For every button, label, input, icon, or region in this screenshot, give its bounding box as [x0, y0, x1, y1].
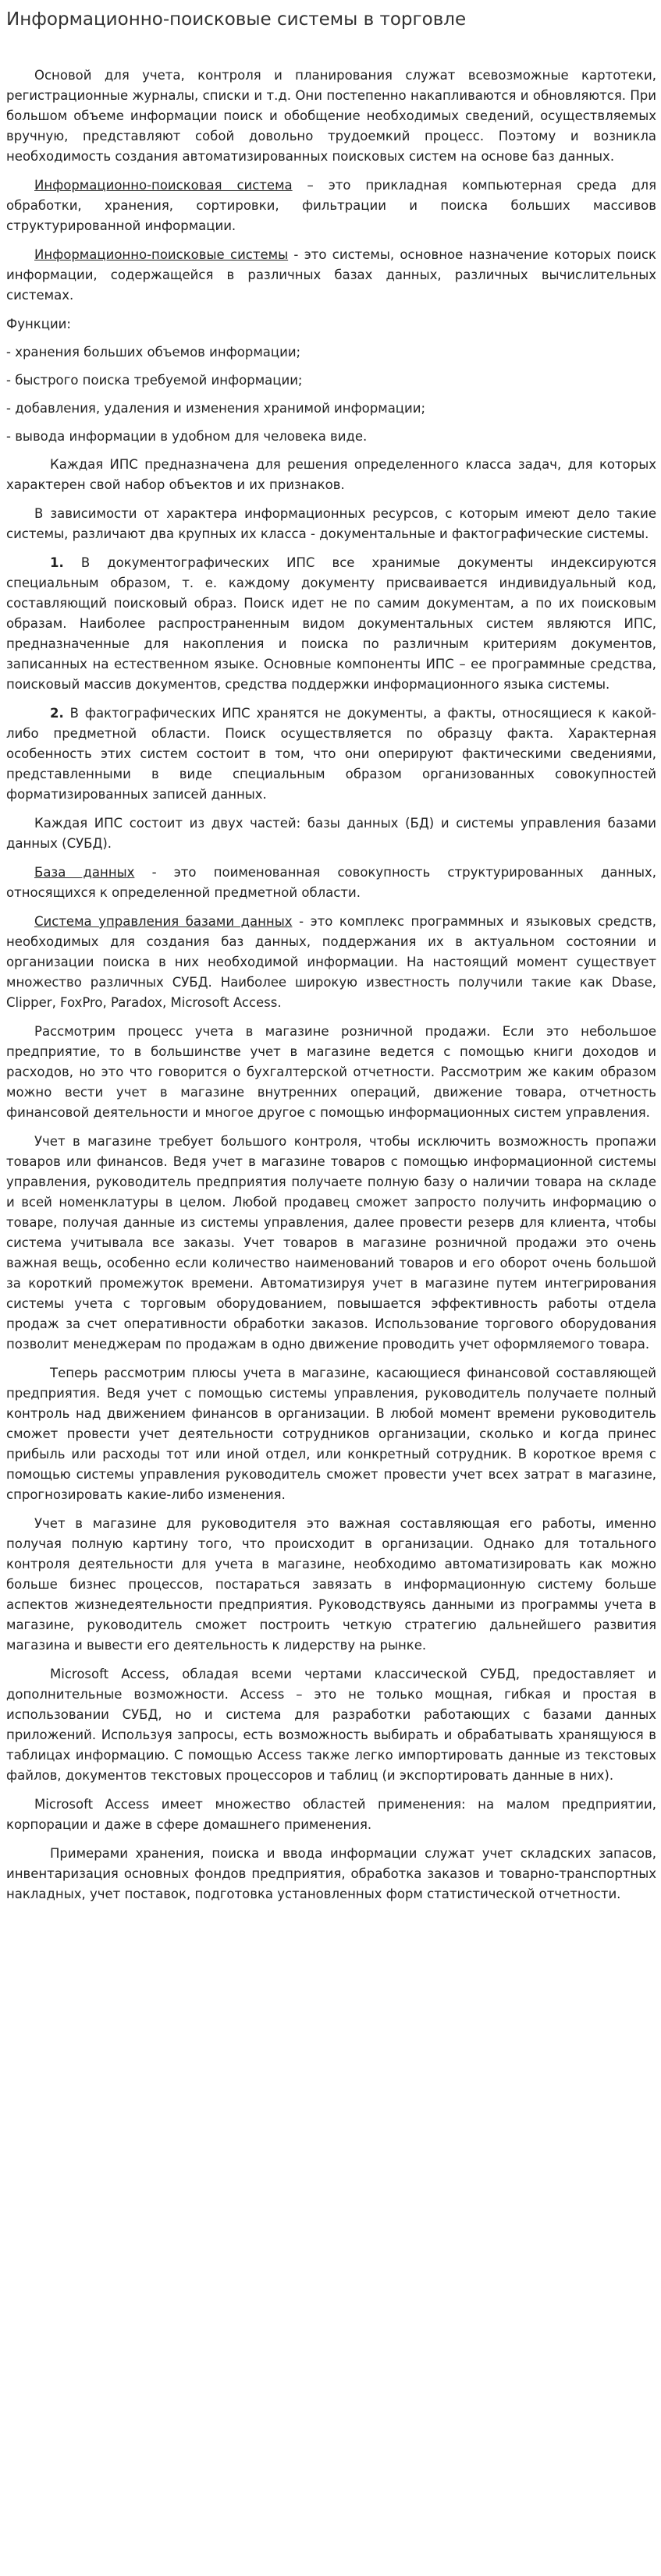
- definition-text: - это поименованная совокупность структурированных данных, относящихся к определенной предметной области.: [6, 865, 656, 900]
- definition-text: - это комплекс программных и языковых средств, необходимых для создания баз данных, поддержания их в актуальном состоянии и организации поиска в них необходимой информации. На настоящий момент существует множество различных СУБД. Наиболее широкую известность получили такие как Dbase, Clipper, FoxPro, Paradox, Microsoft Access.: [6, 914, 656, 1010]
- paragraph-ms-access: Microsoft Access, обладая всеми чертами классической СУБД, предоставляет и дополнительные возможности. Access – это не только мощная, гибкая и простая в использовании СУБД, но и система для разработки работающих с базами данных приложений. Используя запросы, есть возможность выбирать и обрабатывать хранящуюся в таблицах информацию. С помощью Access также легко импортировать данные из текстовых файлов, документов текстовых процессоров и таблиц (и экспортировать данные в них).: [6, 1667, 656, 1783]
- paragraph-factographic: [6, 703, 656, 805]
- term-ips-plural: Информационно-поисковые системы: [34, 247, 289, 262]
- paragraph-text: В документографических ИПС все хранимые документы индексируются специальным образом, т. е. каждому документу присваивается индивидуальный код, составляющий поисковый образ. Поиск идет не по самим документам, а по их поисковым образам. Наиболее распространенным видом документальных систем являются ИПС, предназначенные для накопления и поиска по различным критериям документов, записанных на естественном языке. Основные компоненты ИПС – ее программные средства, поисковый массив документов, средства поддержки информационного языка системы.: [6, 555, 656, 692]
- paragraph-documentographic: [6, 553, 656, 695]
- term-dbms: Система управления базами данных: [34, 914, 293, 929]
- item-number: 2.: [50, 706, 64, 721]
- paragraph-financial-pluses: Теперь рассмотрим плюсы учета в магазине, касающиеся финансовой составляющей предприятия. Ведя учет с помощью системы управления, руководитель получаете полный контроль над движением финансов в организации. В любой момент времени руководитель сможет провести учет деятельности сотрудников организации, сколько и когда принес прибыль или расходы тот или иной отдел, или конкретный сотрудник. В короткое время с помощью системы управления руководитель сможет провести учет всех затрат в магазине, спрогнозировать какие-либо изменения.: [6, 1366, 656, 1502]
- functions-list: [6, 314, 656, 447]
- list-item: - быстрого поиска требуемой информации;: [6, 373, 303, 388]
- paragraph-examples: Примерами хранения, поиска и ввода информации служат учет складских запасов, инвентаризация основных фондов предприятия, обработка заказов и товарно-транспортных накладных, учет поставок, подготовка установленных форм статистической отчетности.: [6, 1846, 656, 1901]
- page-title: Информационно-поисковые системы в торговле: [6, 9, 467, 30]
- term-ips: Информационно-поисковая система: [34, 178, 293, 193]
- functions-heading: Функции:: [6, 317, 71, 331]
- item-number: 1.: [50, 555, 64, 570]
- paragraph-ips-purpose: Каждая ИПС предназначена для решения определенного класса задач, для которых характерен свой набор объектов и их признаков.: [6, 457, 656, 492]
- definition-text: - это системы, основное назначение которых поиск информации, содержащейся в различных базах данных, различных вычислительных системах.: [6, 247, 657, 303]
- list-item: - добавления, удаления и изменения хранимой информации;: [6, 401, 426, 416]
- paragraph-ips-classes: В зависимости от характера информационных ресурсов, с которым имеют дело такие системы, различают два крупных их класса - документальные и фактографические системы.: [6, 506, 656, 541]
- definition-text: – это прикладная компьютерная среда для обработки, хранения, сортировки, фильтрации и поиска больших массивов структурированной информации.: [6, 178, 656, 233]
- paragraph-store-control: Учет в магазине требует большого контроля, чтобы исключить возможность пропажи товаров или финансов. Ведя учет в магазине товаров с помощью информационной системы управления, руководитель предприятия получаете полную базу о наличии товара на складе и всей номенклатуры в целом. Любой продавец сможет запросто получить информацию о товаре, получая данные из системы управления, далее провести резерв для клиента, чтобы система учитывала все заказы. Учет товаров в магазине розничной продажи это очень важная вещь, особенно если количество наименований товаров и его оборот очень большой за короткий промежуток времени. Автоматизируя учет в магазине путем интегрирования системы учета с торговым оборудованием, повышается эффективность работы отдела продаж за счет оперативности обработки заказов. Использование торгового оборудования позволит менеджерам по продажам в одно движение проводить учет оформляемого товара.: [6, 1134, 656, 1352]
- paragraph-retail-accounting: Рассмотрим процесс учета в магазине розничной продажи. Если это небольшое предприятие, то в большинстве учет в магазине ведется с помощью книги доходов и расходов, но это что говорится о бухгалтерской отчетности. Рассмотрим же каким образом можно вести учет в магазине внутренних операций, движение товара, отчетность финансовой деятельности и многое другое с помощью информационных систем управления.: [6, 1024, 656, 1120]
- paragraph-definition-dbms: [6, 912, 656, 1013]
- paragraph-definition-db: [6, 863, 656, 903]
- paragraph-definition-ips: [6, 175, 656, 236]
- list-item: - вывода информации в удобном для человека виде.: [6, 429, 368, 444]
- term-database: База данных: [34, 865, 135, 880]
- paragraph-access-usage: Microsoft Access имеет множество областей применения: на малом предприятии, корпорации и даже в сфере домашнего применения.: [6, 1797, 656, 1832]
- paragraph-ips-parts: Каждая ИПС состоит из двух частей: базы данных (БД) и системы управления базами данных (СУБД).: [6, 816, 656, 851]
- paragraph-manager-accounting: Учет в магазине для руководителя это важная составляющая его работы, именно получая полную картину того, что происходит в организации. Однако для тотального контроля деятельности для учета в магазине, необходимо автоматизировать как можно больше бизнес процессов, постараться завязать в информационную систему больше аспектов жизнедеятельности предприятия. Руководствуясь данными из программы учета в магазине, руководитель сможет построить четкую стратегию дальнейшего развития магазина и вывести его деятельность к лидерству на рынке.: [6, 1516, 656, 1653]
- paragraph-text: В фактографических ИПС хранятся не документы, а факты, относящиеся к какой-либо предметной области. Поиск осуществляется по образцу факта. Характерная особенность этих систем состоит в том, что они оперируют фактическими сведениями, представленными в виде специальным образом организованных совокупностей форматизированных записей данных.: [6, 706, 656, 802]
- list-item: - хранения больших объемов информации;: [6, 345, 301, 360]
- paragraph-intro: Основой для учета, контроля и планирования служат всевозможные картотеки, регистрационные журналы, списки и т.д. Они постепенно накапливаются и обновляются. При большом объеме информации поиск и обобщение необходимых сведений, осуществляемых вручную, представляют собой довольно трудоемкий процесс. Поэтому и возникла необходимость создания автоматизированных поисковых систем на основе баз данных.: [6, 68, 656, 164]
- paragraph-definition-ips-plural: [6, 245, 656, 306]
